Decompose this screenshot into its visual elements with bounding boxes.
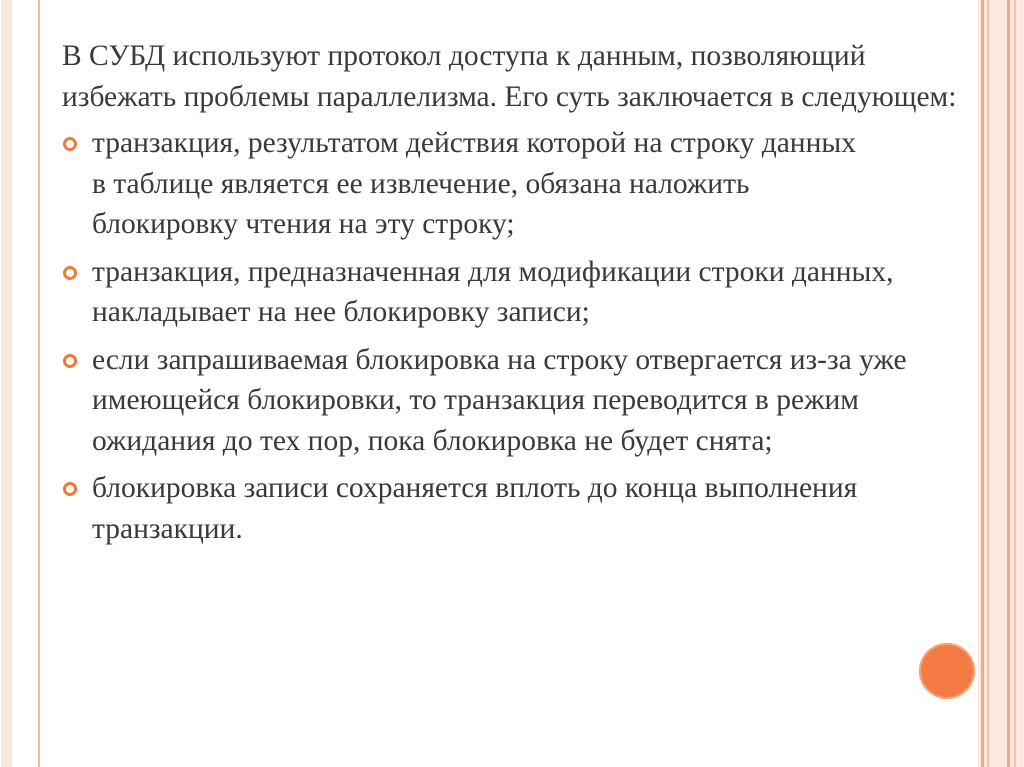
circle-outline-icon: [63, 354, 77, 368]
intro-paragraph: В СУБД используют протокол доступа к данным, позволяющий избежать проблемы параллелизма. Его суть заключается в следующем:: [62, 40, 957, 113]
right-border-line: [1007, 0, 1010, 767]
slide-content: [62, 36, 962, 556]
bullet-text: блокировка записи сохраняется вплоть до конца выполнения транзакции.: [92, 472, 858, 545]
bullet-item: [62, 252, 912, 333]
circle-outline-icon: [63, 137, 77, 151]
bullet-list: [62, 123, 962, 549]
circle-outline-icon: [63, 482, 77, 496]
bullet-item: [62, 123, 872, 245]
right-border-line: [1014, 0, 1016, 767]
right-border-line: [987, 0, 989, 767]
bullet-text: транзакция, предназначенная для модификации строки данных, накладывает на нее блокировку записи;: [92, 255, 894, 328]
filled-circle-icon: [919, 643, 975, 699]
bullet-text: транзакция, результатом действия которой на строку данных в таблице является ее извлечение, обязана наложить блокировку чтения на эту строку;: [92, 127, 856, 240]
right-decorative-strip: [978, 0, 1024, 767]
bullet-item: [62, 340, 962, 462]
left-border-line: [38, 0, 40, 767]
bullet-item: [62, 468, 872, 549]
circle-outline-icon: [63, 266, 77, 280]
left-border-band: [1, 0, 12, 767]
right-border-line: [981, 0, 984, 767]
bullet-text: если запрашиваемая блокировка на строку отвергается из-за уже имеющейся блокировки, то транзакция переводится в режим ожидания до тех пор, пока блокировка не будет снята;: [92, 343, 907, 457]
